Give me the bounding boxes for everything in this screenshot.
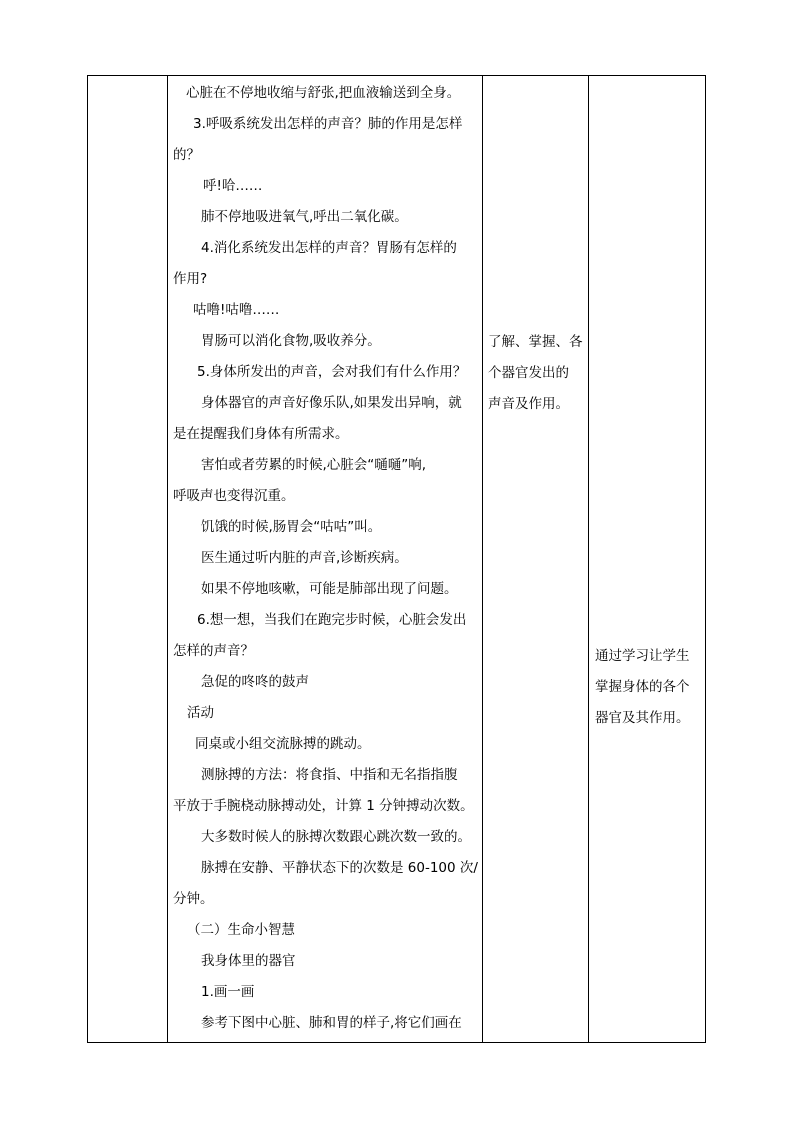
text-line: 参考下图中心脏、肺和胃的样子,将它们画在 [201,1015,462,1031]
column-divider [482,76,483,1042]
text-line: 如果不停地咳嗽，可能是肺部出现了问题。 [201,581,458,597]
text-line: 怎样的声音？ [173,643,254,659]
text-line: 个器官发出的 [488,365,569,381]
text-line: 急促的咚咚的鼓声 [201,674,309,690]
text-line: 心脏在不停地收缩与舒张,把血液输送到全身。 [186,85,461,101]
text-line: 我身体里的器官 [201,953,296,969]
text-line: 声音及作用。 [488,396,569,412]
text-line: 5.身体所发出的声音，会对我们有什么作用？ [197,364,467,380]
text-line: 平放于手腕桡动脉搏动处，计算 1 分钟搏动次数。 [173,798,474,814]
text-line: 身体器官的声音好像乐队,如果发出异响，就 [201,395,462,411]
text-line: 了解、掌握、各 [488,334,583,350]
column-divider [588,76,589,1042]
text-line: 呼!哈…… [203,178,263,194]
text-line: 肺不停地吸进氧气,呼出二氧化碳。 [201,209,408,225]
text-line: 器官及其作用。 [595,710,690,726]
text-line: 活动 [187,705,214,721]
text-line: 胃肠可以消化食物,吸收养分。 [201,333,381,349]
text-line: 的？ [173,147,200,163]
teaching-process-column [168,76,482,1042]
text-line: 饥饿的时候,肠胃会“咕咕”叫。 [201,519,382,535]
text-line: 咕噜!咕噜…… [193,302,280,318]
text-line: 是在提醒我们身体有所需求。 [173,426,349,442]
text-line: 6.想一想，当我们在跑完步时候，心脏会发出 [197,612,467,628]
text-line: 脉搏在安静、平静状态下的次数是 60-100 次/ [201,860,478,876]
text-line: 测脉搏的方法：将食指、中指和无名指指腹 [201,767,458,783]
text-line: （二）生命小智慧 [187,922,295,938]
text-line: 作用? [173,271,208,287]
text-line: 通过学习让学生 [595,648,690,664]
text-line: 呼吸声也变得沉重。 [173,488,295,504]
text-line: 3.呼吸系统发出怎样的声音？肺的作用是怎样 [193,116,463,132]
text-line: 医生通过听内脏的声音,诊断疾病。 [201,550,408,566]
text-line: 同桌或小组交流脉搏的跳动。 [195,736,371,752]
text-line: 1.画一画 [201,984,255,1000]
text-line: 4.消化系统发出怎样的声音？胃肠有怎样的 [201,240,457,256]
text-line: 掌握身体的各个 [595,679,690,695]
design-intent-cell [595,641,703,734]
text-line: 大多数时候人的脉搏次数跟心跳次数一致的。 [201,829,471,845]
learning-goal-cell [488,327,588,420]
text-line: 分钟。 [173,891,214,907]
text-line: 害怕或者劳累的时候,心脏会“嗵嗵”响, [201,457,427,473]
lesson-table [87,75,706,1043]
